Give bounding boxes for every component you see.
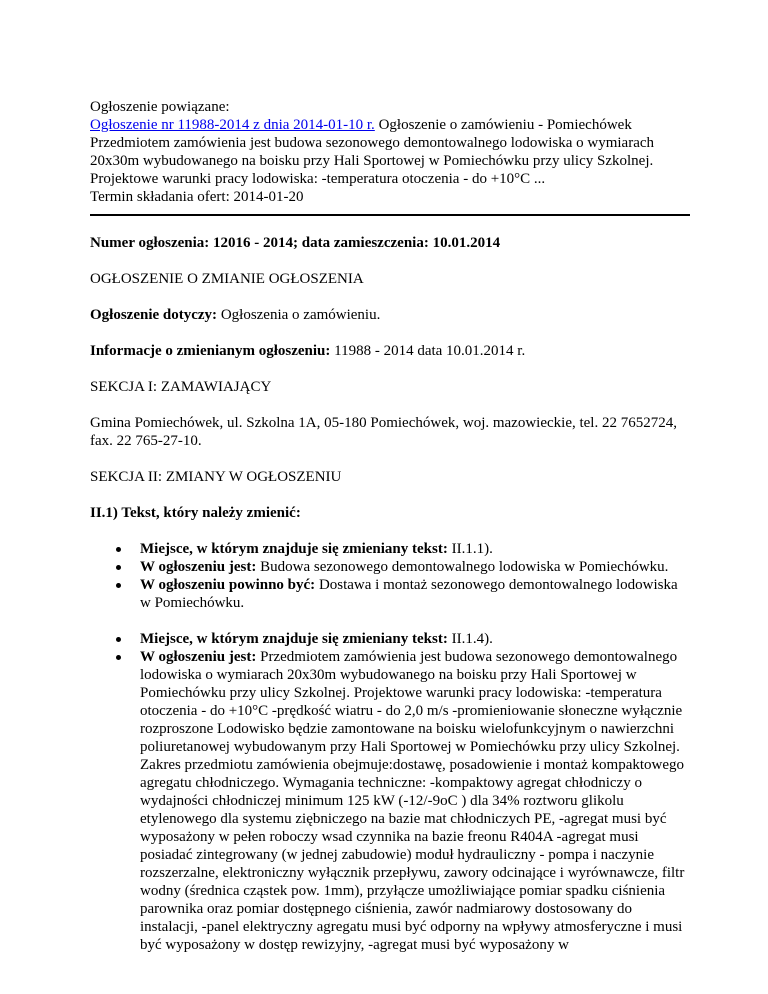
- section1-heading: SEKCJA I: ZAMAWIAJĄCY: [90, 379, 272, 395]
- divider: [90, 214, 690, 216]
- related-link-suffix: Ogłoszenie o zamówieniu - Pomiechówek: [374, 117, 632, 133]
- list-item: [140, 540, 690, 558]
- notice-number-line: [90, 234, 690, 252]
- related-heading: Ogłoszenie powiązane:: [90, 99, 230, 115]
- related-notice-link[interactable]: Ogłoszenie nr 11988-2014 z dnia 2014-01-10 r.: [90, 117, 375, 133]
- notice-info: [90, 342, 690, 360]
- document-content: [90, 98, 690, 972]
- change1-is-label: W ogłoszeniu jest:: [140, 559, 257, 575]
- list-item: [140, 630, 690, 648]
- change2-place-value: II.1.4).: [447, 631, 493, 647]
- notice-concerns-label: Ogłoszenie dotyczy:: [90, 307, 218, 323]
- related-notice-block: [90, 98, 690, 206]
- list-item: [140, 576, 690, 612]
- change-list-1: [90, 540, 690, 612]
- change2-is-label: W ogłoszeniu jest:: [140, 649, 257, 665]
- notice-concerns-value: Ogłoszenia o zamówieniu.: [217, 307, 381, 323]
- notice-concerns: [90, 306, 690, 324]
- change1-place-value: II.1.1).: [447, 541, 493, 557]
- change2-is-value: Przedmiotem zamówienia jest budowa sezonowego demontowalnego lodowiska o wymiarach 20x30m wybudowanego na boisku przy Hali Sportowej w Pomiechówku przy ulicy Szkolnej. Projektowe warunki pracy lodowiska: -temperatura otoczenia - do +10°C -prędkość wiatru - do 2,0 m/s -promieniowanie słoneczne wyłącznie rozproszone Lodowisko będzie zamontowane na boisku wielofunkcyjnym o nawierzchni poliuretanowej wybudowanym przy Hali Sportowej w Pomiechówku przy ulicy Szkolnej. Zakres przedmiotu zamówienia obejmuje:dostawę, posadowienie i montaż kompaktowego agregatu chłodniczego. Wymagania techniczne: -kompaktowy agregat chłodniczy o wydajności chłodniczej minimum 125 kW (-12/-9oC ) dla 34% roztworu glikolu etylenowego dla systemu ziębniczego na bazie mat chłodniczych PE, -agregat musi być wyposażony w pełen roboczy wsad czynnika na bazie freonu R404A -agregat musi posiadać zintegrowany (w jednej zabudowie) moduł hydrauliczny - pompa i naczynie rozszerzalne, elektroniczny wyłącznik przepływu, zawory odcinające i wyrównawcze, filtr wodny (średnica cząstek pow. 1mm), przyłącze umożliwiające pomiar spadku ciśnienia parownika oraz pomiar dostępnego ciśnienia, zawór nadmiarowy dostosowany do instalacji, -panel elektryczny agregatu musi być odporny na wpływy atmosferyczne i musi być wyposażony w dostęp rewizyjny, -agregat musi być wyposażony w: [140, 649, 685, 953]
- section2-subheading: [90, 504, 690, 522]
- change2-place-label: Miejsce, w którym znajduje się zmieniany tekst:: [140, 631, 448, 647]
- list-item: [140, 648, 690, 954]
- section1-body: Gmina Pomiechówek, ul. Szkolna 1A, 05-180 Pomiechówek, woj. mazowieckie, tel. 22 7652724, fax. 22 765-27-10.: [90, 415, 677, 449]
- related-summary: Przedmiotem zamówienia jest budowa sezonowego demontowalnego lodowiska o wymiarach 20x30m wybudowanego na boisku przy Hali Sportowej w Pomiechówku przy ulicy Szkolnej. Projektowe warunki pracy lodowiska: -temperatura otoczenia - do +10°C ...: [90, 135, 655, 187]
- related-link-line: [90, 116, 690, 134]
- section2-heading: SEKCJA II: ZMIANY W OGŁOSZENIU: [90, 469, 342, 485]
- related-deadline: Termin składania ofert: 2014-01-20: [90, 189, 304, 205]
- notice-title: OGŁOSZENIE O ZMIANIE OGŁOSZENIA: [90, 271, 364, 287]
- change1-should-value: Dostawa i montaż sezonowego demontowalnego lodowiska w Pomiechówku.: [140, 577, 678, 611]
- change1-place-label: Miejsce, w którym znajduje się zmieniany tekst:: [140, 541, 448, 557]
- list-item: [140, 558, 690, 576]
- change-list-2: [90, 630, 690, 954]
- section2-subheading-text: II.1) Tekst, który należy zmienić:: [90, 505, 301, 521]
- change1-is-value: Budowa sezonowego demontowalnego lodowiska w Pomiechówku.: [256, 559, 669, 575]
- notice-info-value: 11988 - 2014 data 10.01.2014 r.: [330, 343, 526, 359]
- change1-should-label: W ogłoszeniu powinno być:: [140, 577, 316, 593]
- notice-number-text: Numer ogłoszenia: 12016 - 2014; data zamieszczenia: 10.01.2014: [90, 235, 501, 251]
- notice-info-label: Informacje o zmienianym ogłoszeniu:: [90, 343, 331, 359]
